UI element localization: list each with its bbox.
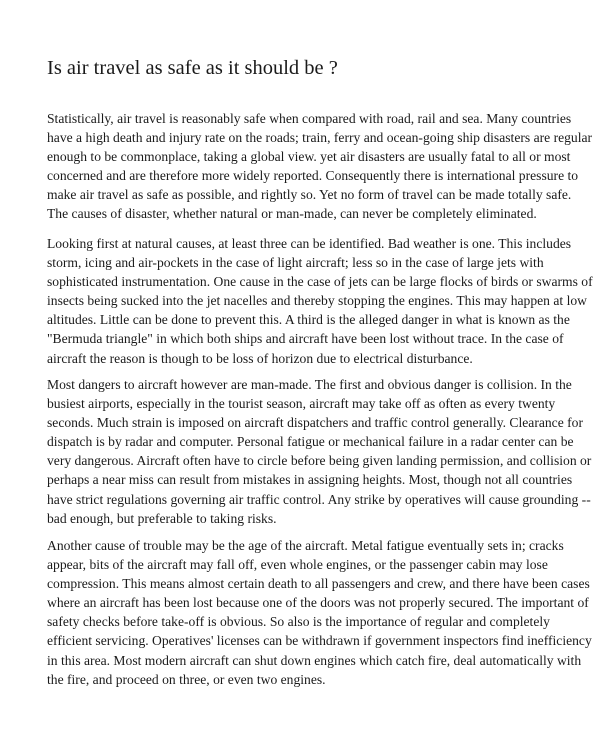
text-line: in this area. Most modern aircraft can shut down engines which catch fire, deal automatically with [47, 652, 582, 668]
text-line: make air travel as safe as possible, and rightly so. Yet no form of travel can be made totally safe. [47, 187, 572, 203]
text-line: concerned and are therefore more widely reported. Consequently there is international pressure to [47, 168, 579, 184]
text-line: Looking first at natural causes, at least three can be identified. Bad weather is one. This includes [47, 236, 572, 251]
text-line: Statistically, air travel is reasonably safe when compared with road, rail and sea. Many countries [47, 111, 572, 126]
text-line: sophisticated instrumentation. One cause in the case of jets can be large flocks of birds or swarms of [47, 274, 593, 290]
paragraph-statistics [47, 109, 592, 224]
text-line: insects being sucked into the jet nacelles and thereby stopping the engines. This may happen at low [47, 293, 587, 309]
text-line: Another cause of trouble may be the age of the aircraft. Metal fatigue eventually sets in; cracks [47, 538, 564, 553]
text-line: aircraft the reason is though to be loss of horizon due to electrical disturbance. [47, 350, 473, 366]
text-line: seconds. Much strain is imposed on aircraft dispatchers and traffic control generally. Clearance for [47, 415, 584, 431]
text-line: perhaps a near miss can result from mistakes in assigning heights. Most, though not all countries [47, 472, 573, 488]
text-line: The causes of disaster, whether natural or man-made, can never be completely eliminated. [47, 206, 537, 222]
text-line: enough to be commonplace, taking a global view. yet air disasters are usually fatal to all or most [47, 149, 571, 165]
paragraph-natural-causes [47, 234, 593, 368]
text-line: where an aircraft has been lost because one of the doors was not properly secured. The important of [47, 595, 589, 611]
text-line: safety checks before take-off is obvious. So also is the importance of regular and completely [47, 614, 550, 630]
text-line: busiest airports, especially in the tourist season, aircraft may take off as often as every twenty [47, 396, 556, 412]
text-line: altitudes. Little can be done to prevent this. A third is the alleged danger in what is known as the [47, 312, 570, 328]
text-line: bad enough, but preferable to taking risks. [47, 510, 277, 526]
text-line: have strict regulations governing air traffic control. Any strike by operatives will cause grounding -- [47, 491, 591, 507]
text-line: dispatch is by radar and computer. Personal fatigue or mechanical failure in a radar center can be [47, 434, 574, 450]
text-line: storm, icing and air-pockets in the case of light aircraft; less so in the case of large jets with [47, 255, 544, 271]
text-line: the fire, and proceed on three, or even two engines. [47, 671, 326, 687]
text-line: have a high death and injury rate on the roads; train, ferry and ocean-going ship disasters are regular [47, 130, 593, 146]
text-line: appear, bits of the aircraft may fall off, even whole engines, or the passenger cabin may lose [47, 557, 548, 573]
paragraph-aircraft-age [47, 536, 592, 689]
text-line: Most dangers to aircraft however are man-made. The first and obvious danger is collision. In the [47, 377, 572, 392]
document-title: Is air travel as safe as it should be ? [47, 57, 338, 79]
paragraph-man-made-dangers [47, 375, 591, 528]
text-line: very dangerous. Aircraft often have to circle before being given landing permission, and collision or [47, 453, 592, 469]
text-line: efficient servicing. Operatives' licenses can be withdrawn if government inspectors find inefficiency [47, 633, 592, 649]
text-line: compression. This means almost certain death to all passengers and crew, and there have been cases [47, 576, 590, 592]
text-line: "Bermuda triangle" in which both ships and aircraft have been lost without trace. In the case of [47, 331, 564, 347]
